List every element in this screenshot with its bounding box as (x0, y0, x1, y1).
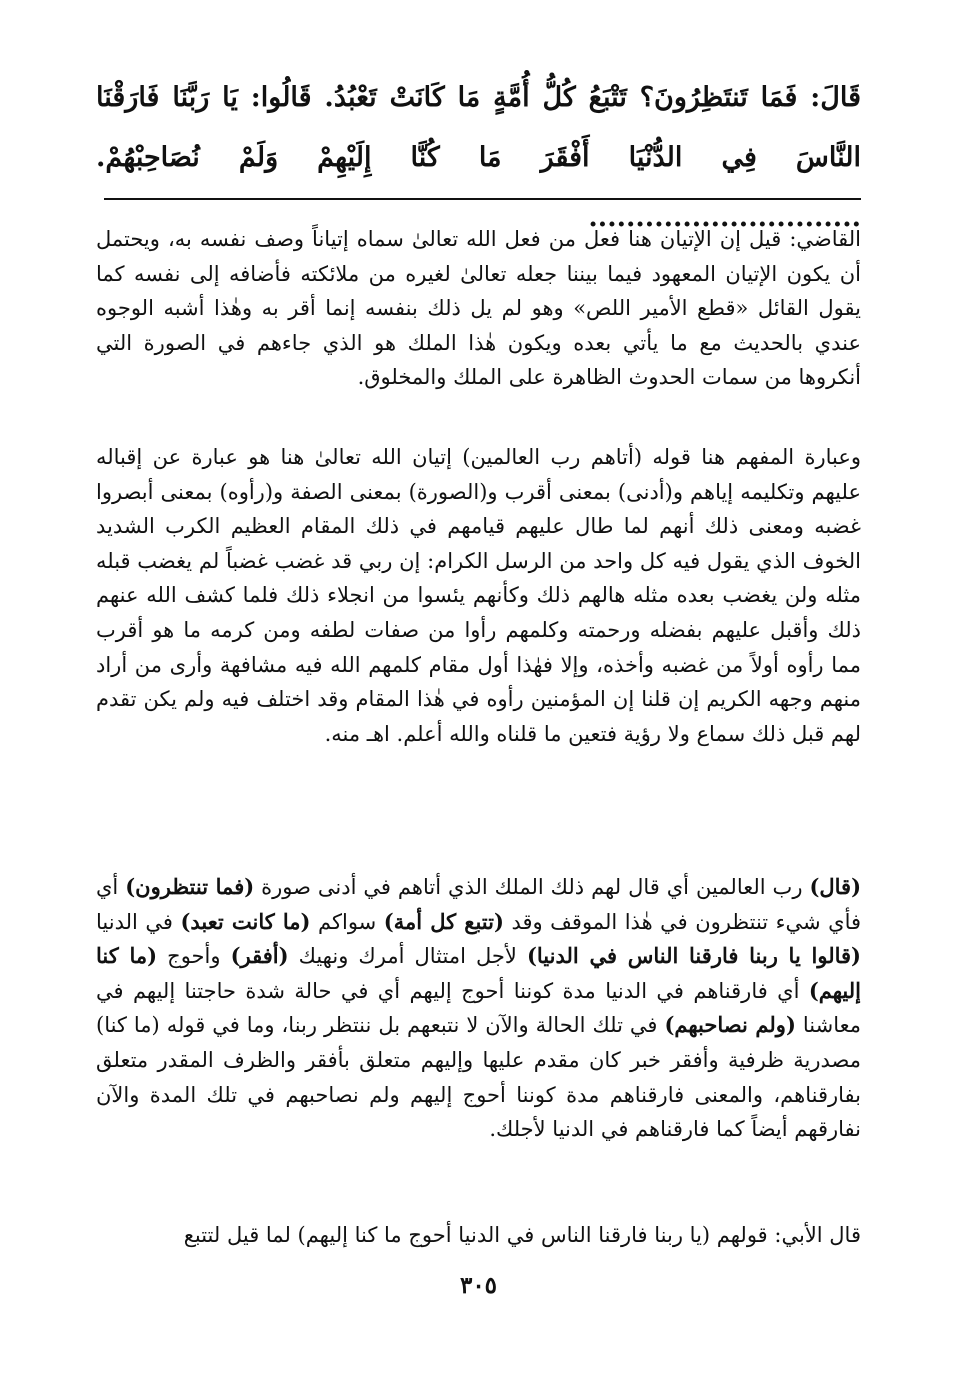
quoted-phrase: (قالوا يا ربنا فارقنا الناس في الدنيا) (526, 943, 861, 969)
quoted-phrase: (ولم نصاحبهم) (664, 1012, 796, 1038)
hadith-text: قَالَ: فَمَا تَنتَظِرُونَ؟ تَتْبَعُ كُلُّ أُمَّةٍ مَا كَانَتْ تَعْبُدُ. قَالُوا: يَا رَبَّنَا فَارَقْنَا النَّاسَ فِي الدُّنْيَا أَفْقَرَ مَا كُنَّا إِلَيْهِمْ وَلَمْ نُصَاحِبْهُمْ. ............................. (96, 82, 861, 233)
quoted-phrase: (قال) (809, 874, 862, 899)
quoted-phrase: (ما كنا إليهم) (96, 943, 861, 1003)
explanation-text: في تلك الحالة والآن لا نتبعهم بل ننتظر ربنا، وما في قوله (ما كنا) مصدرية ظرفية وأفقر خبر كان مقدم عليها وإليهم متعلق بأفقر والظرف المقدر متعلق بفارقناهم، والمعنى فارقناهم مدة كوننا أحوج إليهم ولم نصاحبهم في تلك المدة والآن نفارقهم أيضاً كما فارقناهم في الدنيا لأجلك. (96, 1013, 861, 1142)
sharh-paragraph (96, 870, 861, 1147)
explanation-text: أي فارقناهم في الدنيا مدة كوننا أحوج إليهم أي في حالة شدة حاجتنا إليهم في معاشنا (96, 978, 861, 1038)
footnote-divider (104, 198, 861, 200)
quoted-phrase: (أفقر) (230, 943, 289, 969)
abi-paragraph: قال الأبي: قولهم (يا ربنا فارقنا الناس في الدنيا أحوج ما كنا إليهم) لما قيل لتتبع (183, 1223, 861, 1247)
page-number: ٣٠٥ (459, 1272, 498, 1299)
quoted-phrase: (فما تنتظرون) (125, 874, 255, 899)
explanation-text: لأجل امتثال أمرك ونهيك (288, 944, 527, 969)
explanation-text: سواكم (310, 909, 384, 934)
explanation-text: رب العالمين أي قال لهم ذلك الملك الذي أتاهم في أدنى صورة (254, 875, 810, 899)
explanation-text: في الدنيا (96, 909, 181, 934)
explanation-text: أي فأي شيء تنتظرون في هٰذا الموقف وقد (96, 875, 862, 934)
explanation-text: وأحوج (157, 944, 231, 969)
commentary-mufhim-paragraph: وعبارة المفهم هنا قوله (أتاهم رب العالمين) إتيان الله تعالىٰ هنا هو عبارة عن إقباله عليهم وتكليمه إياهم و(أدنى) بمعنى أقرب و(الصورة) بمعنى الصفة و(رأوه) بمعنى أبصروا غضبه ومعنى ذلك أنهم لما طال عليهم قيامهم في ذلك المقام العظيم الكرب الشديد الخوف الذي يقول فيه كل واحد من الرسل الكرام: إن ربي قد غضب غضباً لم يغضب قبله مثله ولن يغضب بعده مثله هالهم ذلك وكأنهم يئسوا من انجلاء ذلك فلما كشف الله عنهم ذلك وأقبل عليهم بفضله ورحمته وكلمهم رأوا من صفات لطفه ومن كرمه ما هو أقرب مما رأوه أولاً من غضبه وأخذه، وإلا فهٰذا أول مقام كلمهم الله فيه مشافهة وأرى من أراد منهم وجهه الكريم إن قلنا إن المؤمنين رأوه في هٰذا المقام وقد اختلف فيه ولم يكن تقدم لهم قبل ذلك سماع ولا رؤية فتعين ما قلناه والله أعلم. اهـ منه. (96, 445, 861, 746)
quoted-phrase: (ما كانت تعبد) (180, 908, 311, 934)
quoted-phrase: (تتبع كل أمة) (383, 908, 504, 934)
commentary-qadi-paragraph: القاضي: قيل إن الإتيان هنا فعل من فعل الله تعالىٰ سماه إتياناً وصف نفسه به، ويحتمل أن يكون الإتيان المعهود فيما بيننا جعله تعالىٰ لغيره من ملائكته فأضافه إلى نفسه كما يقول القائل «قطع الأمير اللص» وهو لم يل ذلك بنفسه إنما أقر به وهٰذا أشبه الوجوه عندي بالحديث مع ما يأتي بعده ويكون هٰذا الملك هو الذي جاءهم في الصورة التي أنكروها من سمات الحدوث الظاهرة على الملك والمخلوق. (96, 227, 861, 390)
